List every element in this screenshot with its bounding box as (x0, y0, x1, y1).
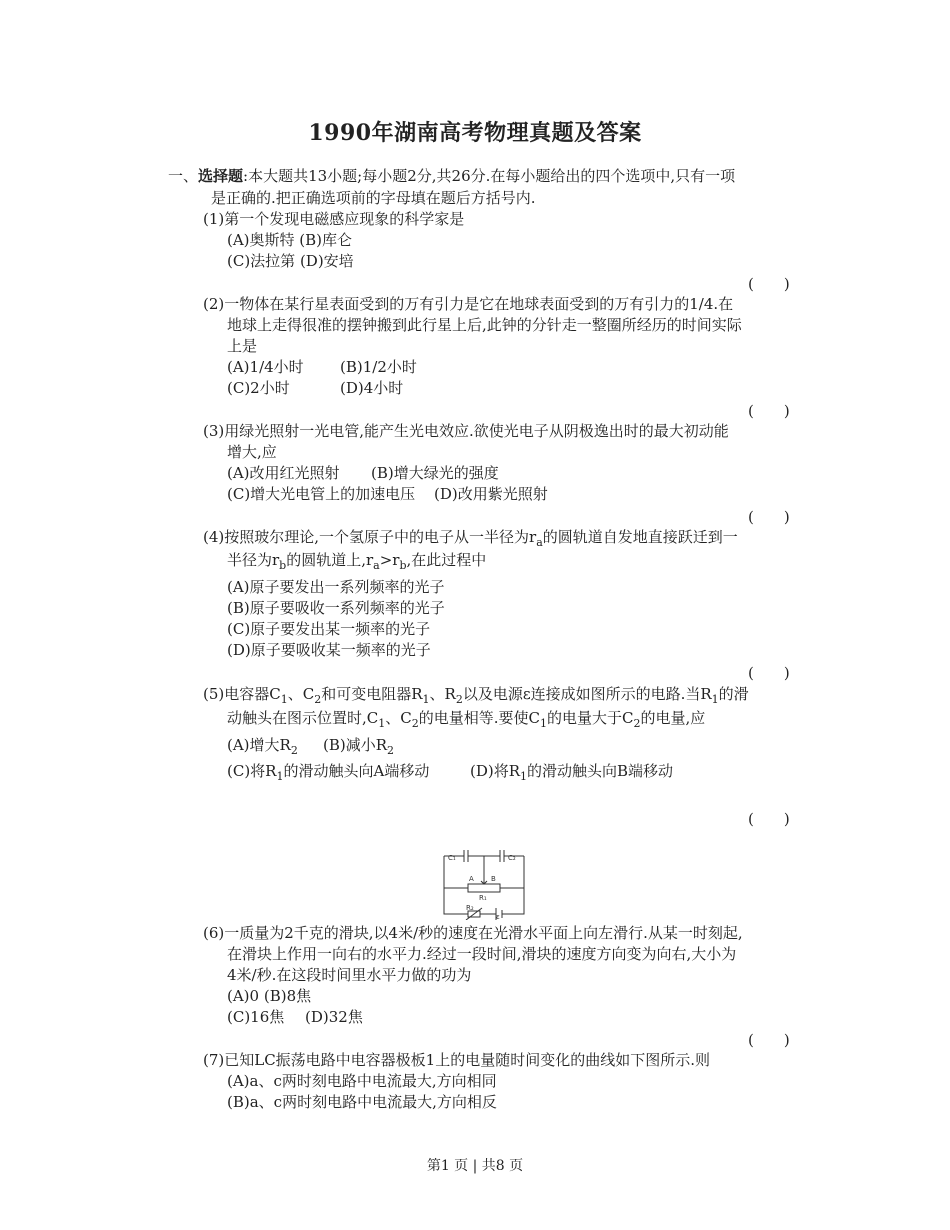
label-r2: R₂ (466, 904, 474, 912)
circuit-diagram (438, 848, 530, 920)
circuit-wire (444, 856, 468, 914)
q4-subscript: b (279, 559, 287, 572)
r1-resistor (468, 884, 500, 892)
q6-option-d: (D)32焦 (305, 1008, 363, 1026)
q5-option-b (323, 735, 394, 755)
q3-option-d: (D)改用紫光照射 (434, 485, 548, 503)
q1-stem: (1)第一个发现电磁感应现象的科学家是 (203, 210, 465, 228)
q5-text: 的电量大于C (546, 709, 634, 727)
q6-options-ab: (A)0 (B)8焦 (227, 987, 312, 1005)
q2-stem-line1: (2)一物体在某行星表面受到的万有引力是它在地球表面受到的万有引力的1/4.在 (203, 295, 734, 313)
q5-subscript: 2 (633, 717, 641, 730)
q1-options-cd: (C)法拉第 (D)安培 (227, 252, 354, 270)
q4-subscript: a (536, 536, 543, 549)
q5-subscript: 2 (411, 717, 419, 730)
q4-option-d: (D)原子要吸收某一频率的光子 (227, 641, 431, 659)
q5-text: 的滑动触头向B端移动 (527, 762, 674, 780)
q5-text: 和可变电阻器R (321, 685, 423, 703)
q5-stem-line2 (227, 708, 705, 728)
section-instructions-line2: 是正确的.把正确选项前的字母填在题后方括号内. (211, 189, 536, 207)
q4-subscript: b (399, 559, 407, 572)
q4-subscript: a (373, 559, 380, 572)
q5-subscript: 2 (290, 744, 298, 757)
q4-text: >r (379, 551, 400, 569)
label-c1: C₁ (448, 854, 456, 862)
q3-option-a: (A)改用红光照射 (227, 464, 340, 482)
q5-text: 动触头在图示位置时,C (227, 709, 379, 727)
q5-subscript: 2 (455, 693, 463, 706)
q6-answer-blank: ( ) (748, 1031, 790, 1049)
q2-option-d: (D)4小时 (340, 379, 404, 397)
q3-option-c: (C)增大光电管上的加速电压 (227, 485, 416, 503)
q4-answer-blank: ( ) (748, 664, 790, 682)
q5-text: 的滑 (718, 685, 749, 703)
q5-text: (B)减小R (323, 736, 388, 754)
q6-stem-line3: 4米/秒.在这段时间里水平力做的功为 (227, 966, 472, 984)
q5-subscript: 1 (711, 693, 719, 706)
q5-text: (C)将R (227, 762, 277, 780)
page-title: 1990年湖南高考物理真题及答案 (308, 120, 642, 146)
q3-stem-line1: (3)用绿光照射一光电管,能产生光电效应.欲使光电子从阴极逸出时的最大初动能 (203, 422, 729, 440)
section-heading (168, 166, 735, 186)
label-r1: R₁ (479, 894, 487, 902)
q4-text: 的圆轨道上,r (286, 551, 374, 569)
q2-option-c: (C)2小时 (227, 379, 290, 397)
page-footer: 第1 页 | 共8 页 (426, 1158, 524, 1174)
q5-subscript: 1 (520, 770, 528, 783)
q5-subscript: 1 (276, 770, 284, 783)
q4-option-b: (B)原子要吸收一系列频率的光子 (227, 599, 445, 617)
q5-subscript: 2 (314, 693, 322, 706)
q7-stem: (7)已知LC振荡电路中电容器极板1上的电量随时间变化的曲线如下图所示.则 (203, 1051, 711, 1069)
label-c2: C₂ (508, 854, 516, 862)
q5-text: (5)电容器C (203, 685, 281, 703)
q7-option-b: (B)a、c两时刻电路中电流最大,方向相反 (227, 1093, 497, 1111)
q5-text: 的电量,应 (640, 709, 706, 727)
q5-text: 的电量相等.要使C (418, 709, 540, 727)
q4-stem-line2 (227, 550, 486, 570)
q5-subscript: 1 (378, 717, 386, 730)
section-number: 一、 (168, 167, 199, 185)
q6-option-c: (C)16焦 (227, 1008, 285, 1026)
q2-stem-line2: 地球上走得很准的摆钟搬到此行星上后,此钟的分针走一整圈所经历的时间实际 (227, 316, 742, 334)
q6-stem-line2: 在滑块上作用一向右的水平力.经过一段时间,滑块的速度方向变为向右,大小为 (227, 945, 737, 963)
q5-text: (A)增大R (227, 736, 291, 754)
q5-option-d (470, 761, 673, 781)
q5-text: (D)将R (470, 762, 521, 780)
section-label: 选择题 (198, 167, 244, 185)
q5-option-c (227, 761, 429, 781)
q5-subscript: 1 (422, 693, 430, 706)
q7-option-a: (A)a、c两时刻电路中电流最大,方向相同 (227, 1072, 497, 1090)
q4-option-c: (C)原子要发出某一频率的光子 (227, 620, 431, 638)
q3-stem-line2: 增大,应 (227, 443, 277, 461)
q1-answer-blank: ( ) (748, 275, 790, 293)
q3-answer-blank: ( ) (748, 508, 790, 526)
q4-option-a: (A)原子要发出一系列频率的光子 (227, 578, 445, 596)
q4-text: ,在此过程中 (406, 551, 487, 569)
q4-text: (4)按照玻尔理论,一个氢原子中的电子从一半径为r (203, 528, 537, 546)
section-instructions: :本大题共13小题;每小题2分,共26分.在每小题给出的四个选项中,只有一项 (243, 167, 736, 185)
q2-answer-blank: ( ) (748, 402, 790, 420)
q5-text: 、R (429, 685, 456, 703)
q5-stem-line1 (203, 684, 749, 704)
q5-subscript: 2 (387, 744, 395, 757)
q5-subscript: 1 (539, 717, 547, 730)
label-emf: ε (496, 913, 500, 920)
q5-text: 的滑动触头向A端移动 (283, 762, 430, 780)
q4-text: 的圆轨道自发地直接跃迁到一 (542, 528, 738, 546)
q4-stem-line1 (203, 527, 738, 547)
label-a: A (469, 875, 474, 883)
q2-option-a: (A)1/4小时 (227, 358, 304, 376)
q5-subscript: 1 (280, 693, 288, 706)
q3-option-b: (B)增大绿光的强度 (371, 464, 499, 482)
q5-text: 、C (287, 685, 315, 703)
q6-stem-line1: (6)一质量为2千克的滑块,以4米/秒的速度在光滑水平面上向左滑行.从某一时刻起, (203, 924, 743, 942)
q5-text: 以及电源ε连接成如图所示的电路.当R (462, 685, 712, 703)
q4-text: 半径为r (227, 551, 280, 569)
q1-options-ab: (A)奥斯特 (B)库仑 (227, 231, 353, 249)
q5-option-a (227, 735, 298, 755)
q2-stem-line3: 上是 (227, 337, 258, 355)
q5-answer-blank: ( ) (748, 810, 790, 828)
q2-option-b: (B)1/2小时 (340, 358, 417, 376)
label-b: B (491, 875, 496, 883)
q5-text: 、C (385, 709, 412, 727)
circuit-wire (502, 856, 524, 914)
